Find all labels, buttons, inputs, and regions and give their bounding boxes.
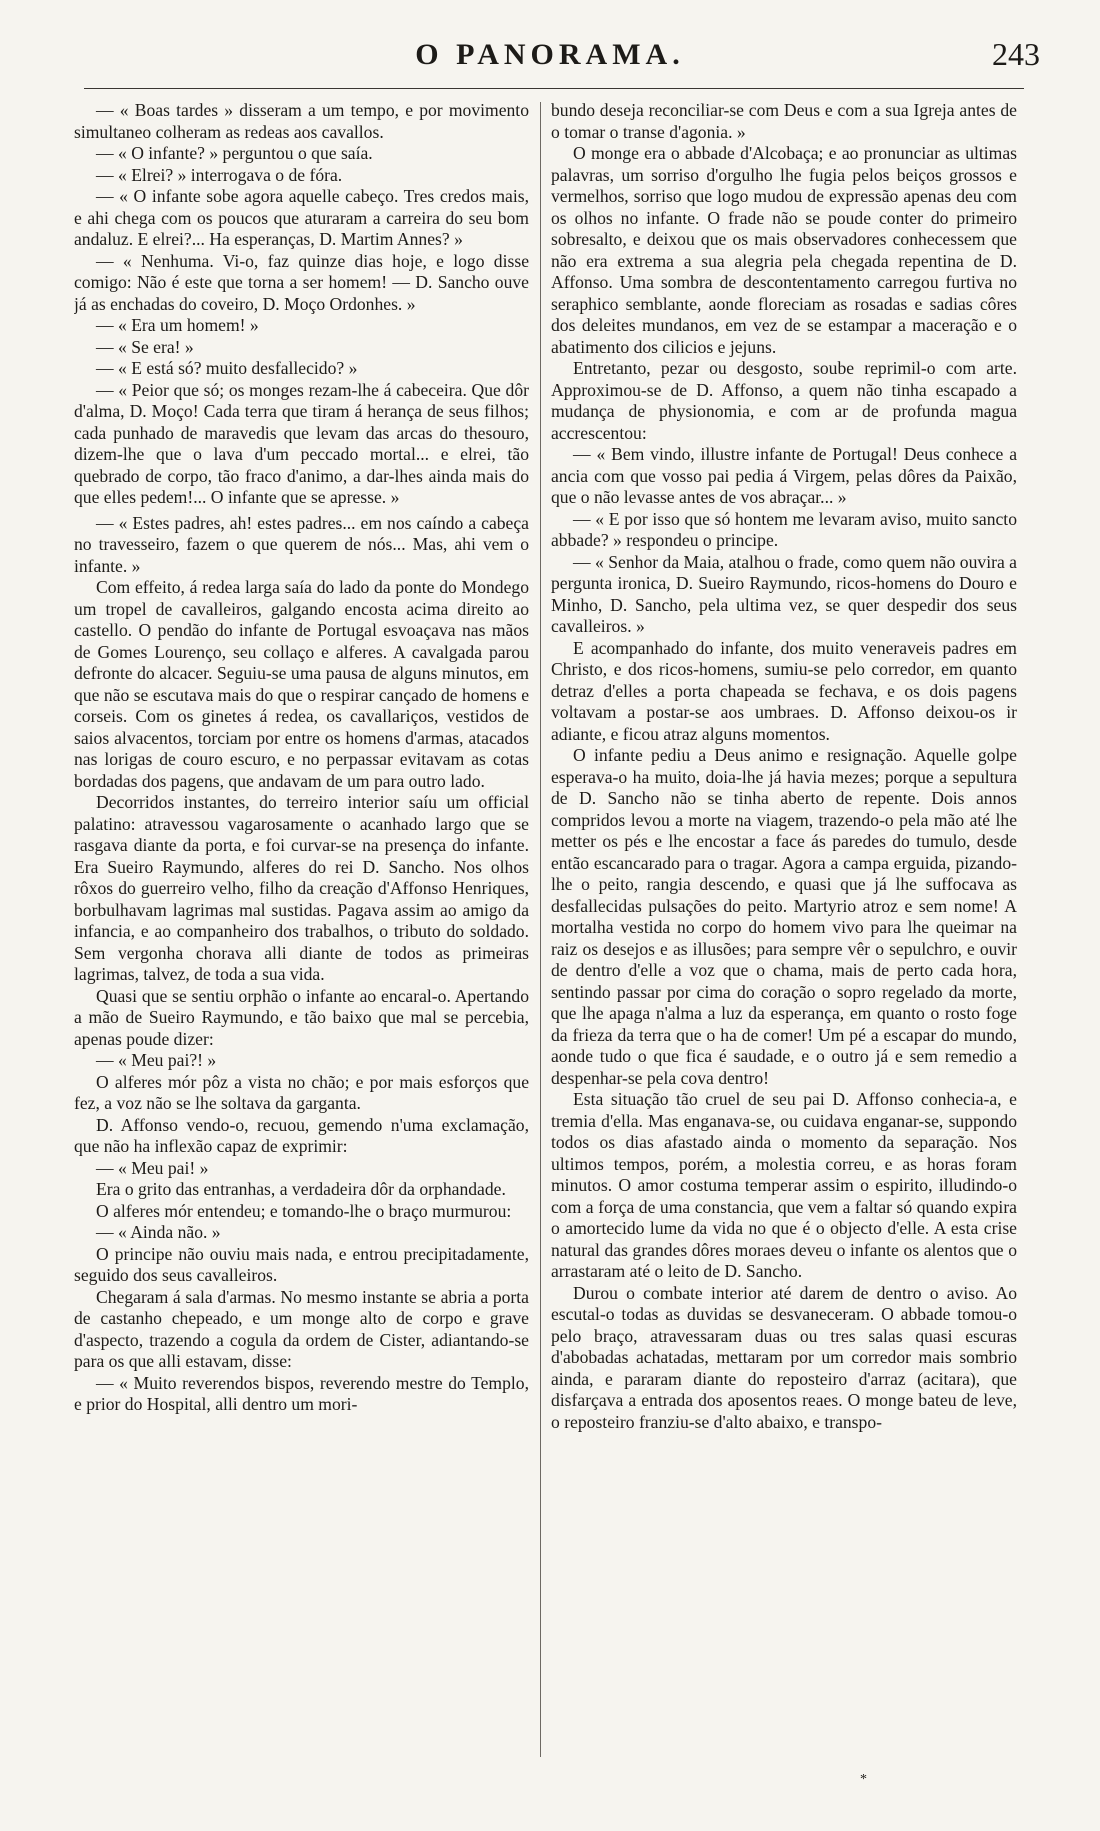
paragraph: — « Peior que só; os monges rezam-lhe á cabeceira. Que dôr d'alma, D. Moço! Cada terra que tiram á herança de seus filhos; cada punhado de maravedis que levam das arcas do thesouro, dizem-lhe que o lava d'um peccado mortal... e elrei, tão quebrado de corpo, tão fraco d'animo, a dar-lhes ainda mais do que elles pedem!... O infante que se apresse. »: [74, 379, 529, 507]
column-divider: [540, 102, 541, 1757]
paragraph: D. Affonso vendo-o, recuou, gemendo n'uma exclamação, que não ha inflexão capaz de exprimir:: [74, 1114, 529, 1156]
paragraph: — « Meu pai! »: [96, 1157, 209, 1178]
paragraph: — « Boas tardes » disseram a um tempo, e por movimento simultaneo colheram as redeas aos cavallos.: [74, 100, 529, 142]
paragraph: — « Nenhuma. Vi-o, faz quinze dias hoje, e logo disse comigo: Não é este que torna a ser homem! — D. Sancho ouve já as enchadas do coveiro, D. Moço Ordonhes. »: [74, 250, 529, 314]
paragraph: — « E por isso que só hontem me levaram aviso, muito sancto abbade? » respondeu o principe.: [551, 508, 1017, 550]
paragraph: Durou o combate interior até darem de dentro o aviso. Ao escutal-o todas as duvidas se desvaneceram. O abbade tomou-o pelo braço, atravessaram duas ou tres salas quasi escuras d'abobadas achatadas, mettaram por um corredor mais sombrio ainda, e pararam diante do reposteiro d'arraz (acitara), que disfarçava a entrada dos aposentos reaes. O monge bateu de leve, o reposteiro franziu-se d'alto abaixo, e transpo-: [551, 1282, 1017, 1432]
paragraph: — « O infante? » perguntou o que saía.: [96, 143, 373, 163]
paragraph: — « Elrei? » interrogava o de fóra.: [96, 164, 343, 185]
paragraph: — « Senhor da Maia, atalhou o frade, como quem não ouvira a pergunta ironica, D. Sueiro Raymundo, ricos-homens do Douro e Minho, D. Sancho, pela ultima vez, se quer despedir dos seus cavalleiros. »: [551, 551, 1017, 636]
page-number: 243: [992, 36, 1040, 72]
paragraph: bundo deseja reconciliar-se com Deus e com a sua Igreja antes de o tomar o transe d'agonia. »: [551, 100, 1017, 142]
paragraph: — « Estes padres, ah! estes padres... em nos caíndo a cabeça no travesseiro, fazem o que querem de nós... Mas, ahi vem o infante. »: [74, 512, 529, 576]
paragraph: Com effeito, á redea larga saía do lado da ponte do Mondego um tropel de cavalleiros, galgando encosta acima direito ao castello. O pendão do infante de Portugal esvoaçava nas mãos de Gomes Lourenço, seu collaço e alferes. A cavalgada parou defronte do alcacer. Seguiu-se uma pausa de alguns minutos, em que não se escutava mais do que o respirar cançado de homens e corseis. Com os ginetes á redea, os cavallariços, vestidos de saios alvacentos, torciam por entre os homens d'armas, atacados nas lorigas de couro escuro, e no perpassar evitavam as cotas bordadas dos pagens, que andavam de um para outro lado.: [74, 577, 529, 791]
paragraph: Quasi que se sentiu orphão o infante ao encaral-o. Apertando a mão de Sueiro Raymundo, e tão baixo que mal se percebia, apenas poude dizer:: [74, 985, 529, 1049]
paragraph: Chegaram á sala d'armas. No mesmo instante se abria a porta de castanho chepeado, e um monge alto de corpo e grave d'aspecto, trazendo a cogula da ordem de Cister, adiantando-se para os que alli estavam, disse:: [74, 1286, 529, 1371]
paragraph: — « Se era! »: [96, 336, 194, 357]
header-rule: [84, 88, 1024, 89]
paragraph: O principe não ouviu mais nada, e entrou precipitadamente, seguido dos seus cavalleiros.: [74, 1243, 529, 1285]
paragraph: — « Muito reverendos bispos, reverendo mestre do Templo, e prior do Hospital, alli dentro um mori-: [74, 1372, 529, 1414]
paragraph: O alferes mór pôz a vista no chão; e por mais esforços que fez, a voz não se lhe soltava da garganta.: [74, 1071, 529, 1113]
paragraph: — « Ainda não. »: [96, 1222, 221, 1242]
paragraph: O infante pediu a Deus animo e resignação. Aquelle golpe esperava-o ha muito, doia-lhe já havia mezes; porque a sepultura de D. Sancho não se tinha aberto de repente. Dois annos compridos levou a morte na viagem, trazendo-o pela mão até lhe metter os pés e lhe encostar a face ás paredes do tumulo, desde então escancarado para o tragar. Agora a campa erguida, pizando-lhe o peito, rangia descendo, e quasi que já lhe suffocava as desfallecidas pulsações do peito. Martyrio atroz e sem nome! A mortalha vestida no corpo do homem vivo para lhe queimar na raiz os desejos e as illusões; para sempre vêr o sepulchro, e ouvir de dentro d'elle a voz que o chama, mais de perto cada hora, sentindo passar por cima do coração o sopro regelado da morte, que lhe apaga n'alma a luz da esperança, em quanto o rosto foge da frieza da terra que o ha de comer! Um pé a escapar do mundo, aonde tudo o que fica é saudade, e o outro já e sem remedio a despenhar-se pela cova dentro!: [551, 745, 1017, 1088]
paragraph: — « Bem vindo, illustre infante de Portugal! Deus conhece a ancia com que vosso pai pedia á Virgem, pelas dôres da Paixão, que o não levasse antes de vos abraçar... »: [551, 444, 1017, 507]
right-column: [551, 100, 1017, 1800]
paragraph: E acompanhado do infante, dos muito veneraveis padres em Christo, e dos ricos-homens, sumiu-se pelo corredor, em quanto detraz d'elles a porta chapeada se fechava, e os dois pagens voltavam a postar-se aos umbraes. D. Affonso deixou-os ir adiante, e ficou atraz alguns momentos.: [551, 637, 1017, 744]
paragraph: Era o grito das entranhas, a verdadeira dôr da orphandade.: [96, 1179, 506, 1199]
left-column: [74, 100, 529, 1800]
paragraph: O alferes mór entendeu; e tomando-lhe o braço murmurou:: [96, 1200, 512, 1221]
paragraph: — « Era um homem! »: [96, 315, 259, 335]
paragraph: — « O infante sobe agora aquelle cabeço. Tres credos mais, e ahi chega com os poucos que aturaram a carreira do seu bom andaluz. E elrei?... Ha esperanças, D. Martim Annes? »: [74, 186, 529, 249]
paragraph: O monge era o abbade d'Alcobaça; e ao pronunciar as ultimas palavras, um sorriso d'orgulho lhe fugia pelos beiços grossos e vermelhos, sorriso que logo mudou de expressão apenas deu com os olhos no infante. O frade não se poude conter do primeiro sobresalto, e deixou que os mais observadores conhecessem que não era extrema a sua alegria pela chegada repentina de D. Affonso. Uma sombra de descontentamento carregou furtiva no seraphico semblante, aonde floreciam as rosadas e sadias côres dos deleites mundanos, em vez de se estampar a maceração e o abatimento dos cilicios e jejuns.: [551, 143, 1017, 357]
publication-title: O PANORAMA.: [415, 38, 685, 71]
footer-mark: *: [860, 1772, 867, 1787]
paragraph: Entretanto, pezar ou desgosto, soube reprimil-o com arte. Approximou-se de D. Affonso, a quem não tinha escapado a mudança de physionomia, e com ar de profunda magua accrescentou:: [551, 358, 1017, 443]
paragraph: Decorridos instantes, do terreiro interior saíu um official palatino: atravessou vagarosamente o acanhado largo que se rasgava diante da porta, e foi curvar-se na presença do infante. Era Sueiro Raymundo, alferes do rei D. Sancho. Nos olhos rôxos do guerreiro velho, filho da creação d'Affonso Henriques, borbulhavam lagrimas mal sustidas. Pagava assim ao amigo da infancia, e ao companheiro dos trabalhos, o tributo do soldado. Sem vergonha chorava alli diante de todos as primeiras lagrimas, talvez, de toda a sua vida.: [74, 792, 529, 984]
page-header: [60, 38, 1040, 78]
paragraph: — « E está só? muito desfallecido? »: [96, 358, 358, 378]
paragraph: — « Meu pai?! »: [96, 1050, 217, 1070]
paragraph: Esta situação tão cruel de seu pai D. Affonso conhecia-a, e tremia d'ella. Mas enganava-se, ou cuidava enganar-se, suppondo todos os dias afastado ainda o momento da separação. Nos ultimos tempos, porém, a molestia correu, e as horas foram minutos. O amor costuma temperar assim o espirito, illudindo-o com a força de uma constancia, que vem a faltar só quando expira o amortecido lume da vida no que é o objecto d'elle. A esta crise natural das grandes dôres moraes deveu o infante os alentos que o arrastaram até o leito de D. Sancho.: [551, 1089, 1017, 1281]
